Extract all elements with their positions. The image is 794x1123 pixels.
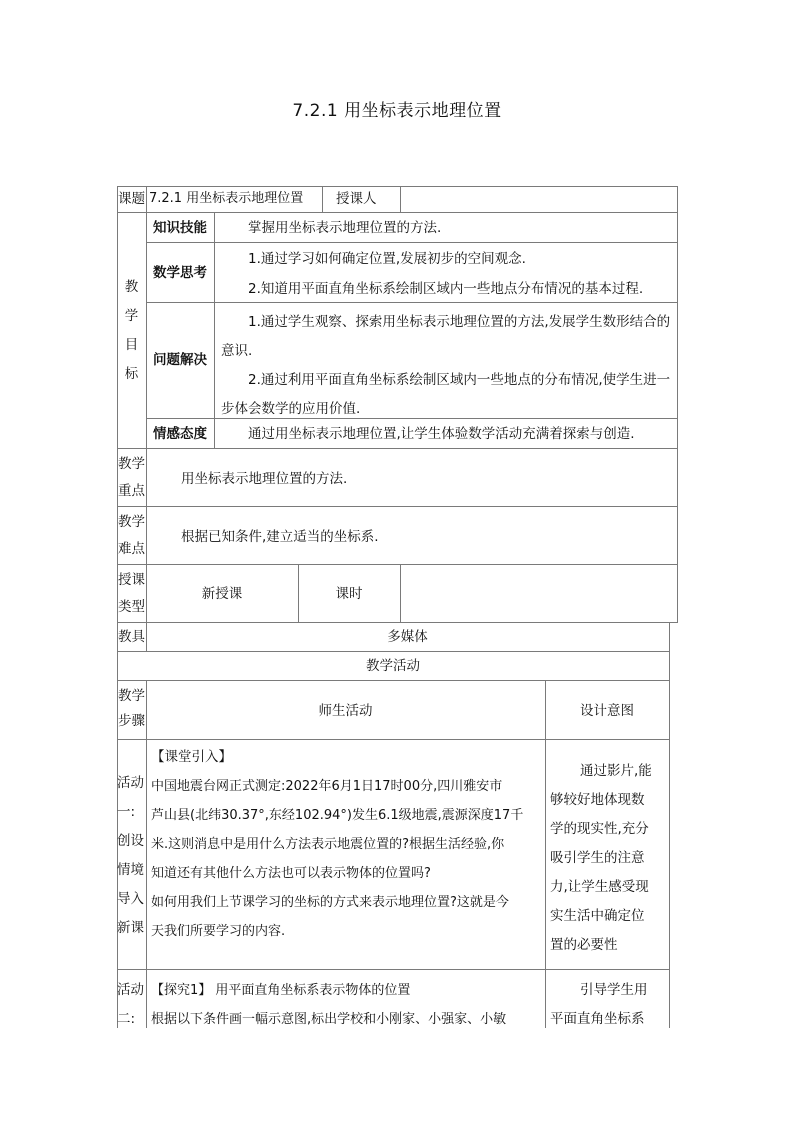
activity1-line: 知道还有其他什么方法也可以表示物体的位置吗? xyxy=(151,866,431,881)
key-point-text: 用坐标表示地理位置的方法. xyxy=(181,471,348,487)
thinking-line: 2.知道用平面直角坐标系绘制区域内一些地点分布情况的基本过程. xyxy=(248,281,644,297)
hours-label: 课时 xyxy=(335,586,363,602)
row-line xyxy=(146,242,678,243)
step-label-line: 步骤 xyxy=(118,713,145,729)
column-line xyxy=(545,680,546,1028)
row-line xyxy=(117,212,678,213)
difficulty-label-line: 难点 xyxy=(118,541,145,557)
column-line xyxy=(146,186,147,448)
activity1-label-line: 创设 xyxy=(117,833,144,849)
objectives-label-char: 学 xyxy=(124,308,139,324)
activity1-intent xyxy=(550,757,668,960)
aids-label: 教具 xyxy=(118,629,145,645)
activity1-heading: 【课堂引入】 xyxy=(151,749,232,765)
objectives-label-char: 目 xyxy=(124,337,139,353)
activity2-line: 【探究1】 用平面直角坐标系表示物体的位置 xyxy=(151,983,411,998)
column-line xyxy=(669,622,670,1028)
row-line xyxy=(117,186,678,187)
lesson-type-label-line: 类型 xyxy=(118,599,145,615)
step-label-line: 教学 xyxy=(118,688,145,704)
key-point-label xyxy=(118,451,146,505)
activity1-line: 米.这则消息中是用什么方法表示地震位置的?根据生活经验,你 xyxy=(151,837,505,852)
activities-header: 教学活动 xyxy=(366,658,420,674)
difficulty-label xyxy=(118,509,146,563)
column-line xyxy=(146,680,147,1028)
activity1-content xyxy=(151,743,543,946)
activity2-content xyxy=(151,976,543,1034)
activity1-label xyxy=(117,769,146,943)
objectives-label-char: 标 xyxy=(124,366,139,382)
activity2-label-line: 活动 xyxy=(117,982,144,998)
activity1-label-line: 新课 xyxy=(117,920,144,936)
difficulty-label-line: 教学 xyxy=(118,514,145,530)
activity1-label-line: 情境 xyxy=(117,862,144,878)
thinking-label: 数学思考 xyxy=(153,265,207,281)
activity1-intent-line: 实生活中确定位 xyxy=(550,908,645,924)
thinking-line: 1.通过学习如何确定位置,发展初步的空间观念. xyxy=(248,251,526,267)
row-line xyxy=(117,969,669,970)
lesson-type-label xyxy=(118,567,146,621)
activity2-intent-line: 平面直角坐标系 xyxy=(550,1011,645,1027)
objectives-label-char: 教 xyxy=(124,279,139,295)
row-line xyxy=(117,564,678,565)
activity1-intent-line: 通过影片,能 xyxy=(580,763,652,779)
activity1-intent-line: 够较好地体现数 xyxy=(550,792,645,808)
activity2-line: 根据以下条件画一幅示意图,标出学校和小刚家、小强家、小敏 xyxy=(151,1012,507,1027)
key-point-label-line: 教学 xyxy=(118,456,145,472)
lesson-type-value: 新授课 xyxy=(201,586,243,602)
column-line xyxy=(322,186,323,212)
column-line xyxy=(214,212,215,448)
knowledge-text: 掌握用坐标表示地理位置的方法. xyxy=(248,220,442,236)
objectives-label xyxy=(117,278,146,383)
problem-label: 问题解决 xyxy=(153,352,207,368)
activity2-label-line: 二: xyxy=(117,1011,136,1027)
topic-label: 课题 xyxy=(118,191,145,207)
activity-column-header: 师生活动 xyxy=(318,703,373,719)
teacher-label: 授课人 xyxy=(336,191,377,207)
attitude-label: 情感态度 xyxy=(153,426,207,442)
activity2-intent xyxy=(550,976,668,1034)
row-line xyxy=(117,506,678,507)
activity1-line: 天我们所要学习的内容. xyxy=(151,924,286,939)
row-line xyxy=(117,622,678,623)
knowledge-label: 知识技能 xyxy=(153,220,207,236)
row-line xyxy=(117,739,669,740)
attitude-text: 通过用坐标表示地理位置,让学生体验数学活动充满着探索与创造. xyxy=(248,426,635,442)
problem-line: 2.通过利用平面直角坐标系绘制区域内一些地点的分布情况,使学生进一步体会数学的应用价值. xyxy=(221,372,671,417)
topic-value: 7.2.1 用坐标表示地理位置 xyxy=(149,191,304,206)
activity1-intent-line: 学的现实性,充分 xyxy=(550,821,649,837)
activity1-line: 中国地震台网正式测定:2022年6月1日17时00分,四川雅安市 xyxy=(151,779,503,794)
row-line xyxy=(117,448,678,449)
column-line xyxy=(400,564,401,622)
activity1-intent-line: 置的必要性 xyxy=(550,937,618,953)
difficulty-text: 根据已知条件,建立适当的坐标系. xyxy=(181,529,379,545)
key-point-label-line: 重点 xyxy=(118,483,145,499)
intent-column-header: 设计意图 xyxy=(580,703,634,719)
page-title: 7.2.1 用坐标表示地理位置 xyxy=(292,101,502,121)
column-line xyxy=(400,186,401,212)
problem-line: 1.通过学生观察、探索用坐标表示地理位置的方法,发展学生数形结合的意识. xyxy=(221,314,671,359)
row-line xyxy=(117,680,669,681)
activity1-label-line: 导入 xyxy=(117,891,144,907)
row-line xyxy=(117,651,669,652)
lesson-type-label-line: 授课 xyxy=(118,572,145,588)
problem-text-2 xyxy=(221,366,673,424)
activity2-intent-line: 引导学生用 xyxy=(580,982,648,998)
activity1-label-line: 活动 xyxy=(117,775,144,791)
activity1-line: 如何用我们上节课学习的坐标的方式来表示地理位置?这就是今 xyxy=(151,895,509,910)
step-label xyxy=(118,684,146,734)
activity1-intent-line: 力,让学生感受现 xyxy=(550,879,649,895)
row-line xyxy=(146,302,678,303)
activity2-label xyxy=(117,976,146,1034)
column-line xyxy=(677,186,678,622)
activity1-label-line: 一: xyxy=(117,804,136,820)
activity1-intent-line: 吸引学生的注意 xyxy=(550,850,645,866)
aids-value: 多媒体 xyxy=(387,629,428,645)
problem-text-1 xyxy=(221,308,673,366)
activity1-line: 芦山县(北纬30.37°,东经102.94°)发生6.1级地震,震源深度17千 xyxy=(151,808,524,823)
